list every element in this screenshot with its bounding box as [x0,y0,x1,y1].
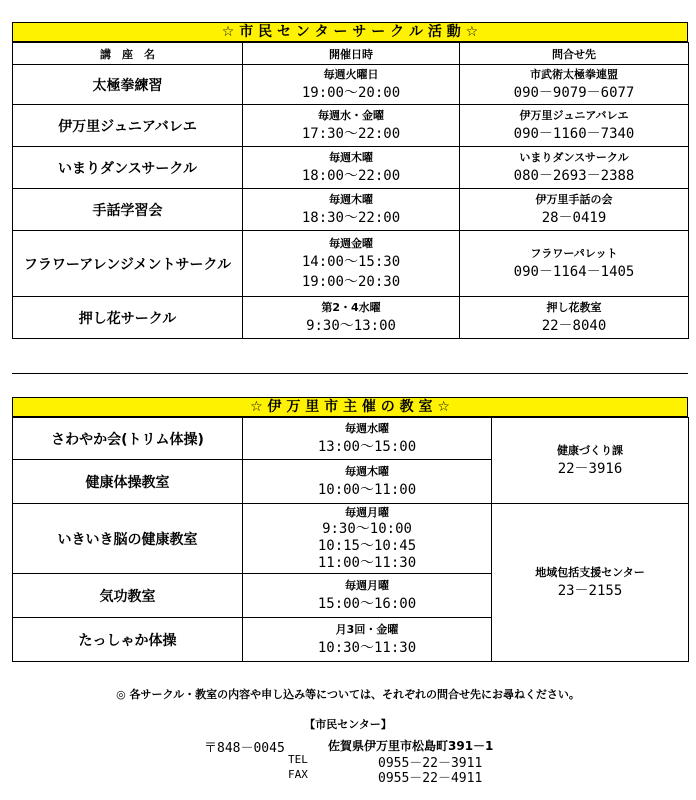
schedule-time: 13:00～15:00 [317,438,417,455]
schedule-day: 毎週木曜 [329,192,373,206]
contact-name: 伊万里手話の会 [535,192,613,206]
contact-phone: 22－3916 [557,460,623,477]
schedule-day: 毎週金曜 [329,236,373,250]
schedule-cell [243,460,492,504]
tel-number: 0955－22－3911 [378,756,483,771]
schedule-time: 10:15～10:45 [317,538,417,554]
schedule-day: 毎週木曜 [329,150,373,164]
schedule-time: 9:30～13:00 [306,317,396,334]
contact-cell [460,231,689,297]
course-name: 太極拳練習 [13,65,243,105]
schedule-day: 毎週水・金曜 [318,108,384,122]
contact-cell [460,65,689,105]
schedule-time: 9:30～10:00 [322,521,412,537]
contact-cell [492,418,689,504]
center-name: 【市民センター】 [304,718,392,731]
schedule-time: 10:00～11:00 [317,481,417,498]
contact-cell [492,504,689,662]
header-course: 講 座 名 [13,43,243,65]
class-name: 健康体操教室 [13,460,243,504]
contact-phone: 090－1160－7340 [513,125,635,142]
schedule-day: 毎週月曜 [345,578,389,592]
contact-cell [460,147,689,189]
schedule-time: 11:00～11:30 [317,555,417,571]
circle-table [12,42,689,339]
schedule-cell [243,574,492,618]
schedule-cell [243,504,492,574]
contact-cell [460,297,689,339]
table-row [13,297,689,339]
schedule-cell [243,105,460,147]
schedule-cell [243,147,460,189]
inquiry-note: ◎ 各サークル・教室の内容や申し込み等については、それぞれの問合せ先にお尋ねください。 [116,688,580,701]
city-banner: ☆ 伊 万 里 市 主 催 の 教 室 ☆ [12,397,688,417]
schedule-cell [243,231,460,297]
contact-phone: 090－9079－6077 [513,84,635,101]
schedule-cell [243,618,492,662]
course-name: フラワーアレンジメントサークル [13,231,243,297]
postal-code: 〒848－0045 [204,741,285,756]
contact-phone: 090－1164－1405 [513,263,635,280]
contact-name: 地域包括支援センター [535,565,645,579]
schedule-day: 毎週木曜 [345,464,389,478]
schedule-time: 18:30～22:00 [301,209,401,226]
schedule-time: 18:00～22:00 [301,167,401,184]
table-row [13,504,689,574]
table-row [13,147,689,189]
section-divider [12,373,688,374]
schedule-time: 10:30～11:30 [317,639,417,656]
contact-cell [460,189,689,231]
schedule-day: 毎週火曜日 [323,67,379,81]
contact-name: 押し花教室 [546,300,602,314]
schedule-time: 17:30～22:00 [301,125,401,142]
contact-name: 伊万里ジュニアバレエ [519,108,629,122]
class-name: いきいき脳の健康教室 [13,504,243,574]
address: 佐賀県伊万里市松島町391－1 [328,739,494,753]
table-row [13,418,689,460]
contact-phone: 23－2155 [557,582,623,599]
contact-name: 市武術太極拳連盟 [530,67,618,81]
class-name: さわやか会(トリム体操) [13,418,243,460]
table-row [13,189,689,231]
schedule-day: 毎週水曜 [345,421,389,435]
schedule-time: 19:00～20:30 [301,273,401,290]
course-name: 手話学習会 [13,189,243,231]
contact-phone: 28－0419 [541,209,607,226]
schedule-cell [243,297,460,339]
class-name: 気功教室 [13,574,243,618]
class-name: たっしゃか体操 [13,618,243,662]
schedule-time: 19:00～20:00 [301,84,401,101]
course-name: 伊万里ジュニアバレエ [13,105,243,147]
circle-header-row [13,43,689,65]
circle-banner: ☆ 市 民 セ ン タ ー サ ー ク ル 活 動 ☆ [12,22,688,42]
table-row [13,105,689,147]
schedule-day: 第2・4水曜 [321,300,381,314]
schedule-time: 14:00～15:30 [301,253,401,270]
contact-phone: 22－8040 [541,317,607,334]
schedule-day: 月3回・金曜 [335,622,399,636]
schedule-time: 15:00～16:00 [317,595,417,612]
header-contact: 問合せ先 [460,43,689,65]
city-table [12,417,689,662]
contact-name: フラワーパレット [530,246,618,260]
schedule-day: 毎週月曜 [345,506,389,519]
schedule-cell [243,189,460,231]
table-row [13,231,689,297]
fax-label: FAX [288,768,308,781]
contact-cell [460,105,689,147]
tel-label: TEL [288,753,308,766]
course-name: 押し花サークル [13,297,243,339]
contact-name: いまりダンスサークル [519,150,629,164]
schedule-cell [243,65,460,105]
fax-number: 0955－22－4911 [378,771,483,786]
header-schedule: 開催日時 [243,43,460,65]
table-row [13,65,689,105]
contact-name: 健康づくり課 [557,443,623,457]
course-name: いまりダンスサークル [13,147,243,189]
contact-phone: 080－2693－2388 [513,167,635,184]
schedule-cell [243,418,492,460]
